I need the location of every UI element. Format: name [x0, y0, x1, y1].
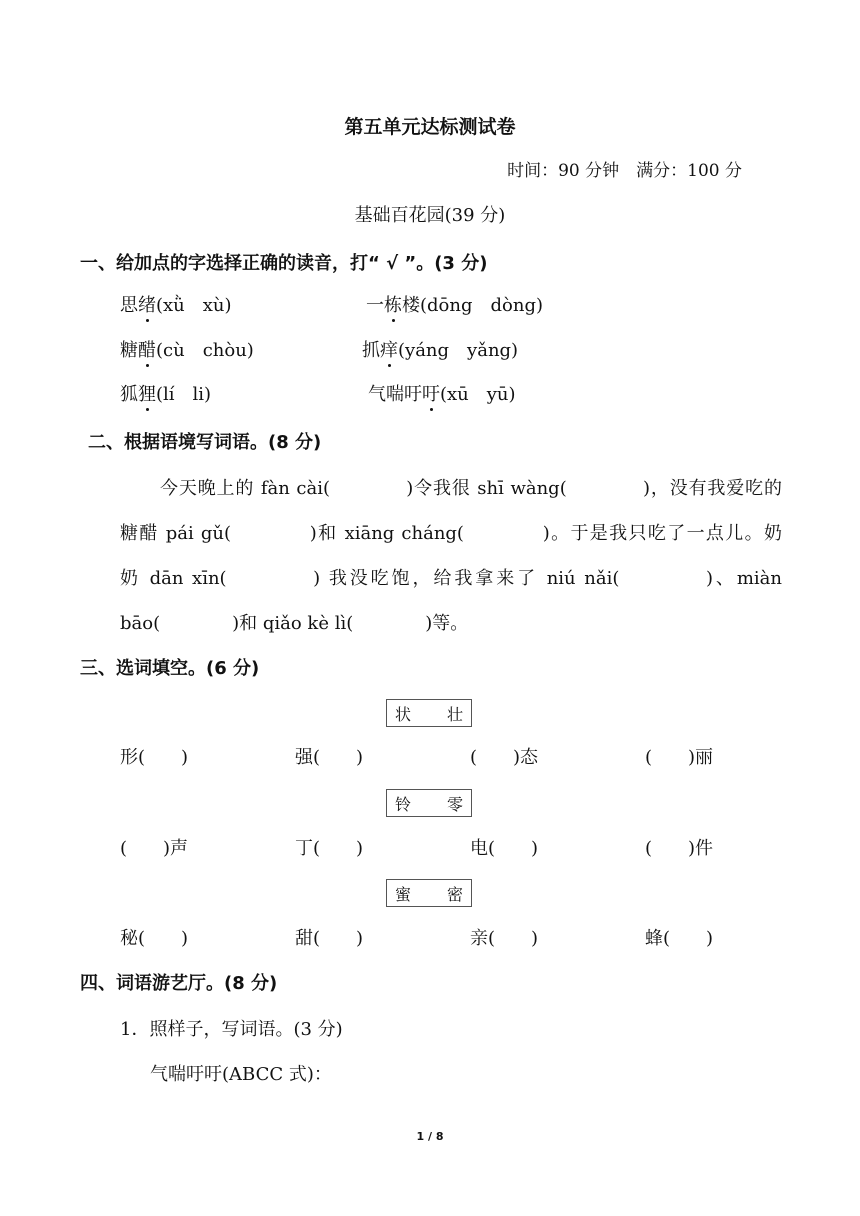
word-choice-box-2: 铃 零 [386, 789, 472, 817]
pinyin-item-1: 思绪(xǜ xù) [120, 295, 232, 316]
page-title: 第五单元达标测试卷 [344, 116, 516, 138]
word-choice-box-1: 状 壮 [386, 699, 472, 727]
passage-line-4: bāo( )和 qiǎo kè lì( )等。 [120, 613, 469, 634]
fill-item: 秘( ) [120, 928, 189, 949]
passage-line-2: 糖醋 pái gǔ( )和 xiāng cháng( )。于是我只吃了一点儿。奶 [120, 523, 782, 544]
fill-item: 电( ) [470, 838, 539, 859]
fill-item: 丁( ) [295, 838, 364, 859]
pinyin-item-4: 抓痒(yáng yǎng) [362, 340, 519, 361]
section-1-heading: 一、给加点的字选择正确的读音，打“ √ ”。(3 分) [80, 253, 488, 274]
passage-line-3: 奶 dān xīn( ) 我没吃饱，给我拿来了 niú nǎi( )、miàn [120, 568, 782, 589]
fill-item: 强( ) [295, 747, 364, 768]
fill-item: ( )丽 [645, 747, 714, 768]
word-choice-box-3: 蜜 密 [386, 879, 472, 907]
part-title: 基础百花园(39 分) [354, 205, 506, 226]
pinyin-item-5: 狐狸(lí li) [120, 384, 212, 405]
fill-item: ( )态 [470, 747, 539, 768]
pinyin-item-6: 气喘吁吁(xū yū) [368, 384, 516, 405]
fill-item: 甜( ) [295, 928, 364, 949]
fill-item: 蜂( ) [645, 928, 714, 949]
fill-item: ( )件 [645, 838, 714, 859]
passage-line-1: 今天晚上的 fàn cài( )令我很 shī wàng( )，没有我爱吃的 [160, 478, 782, 499]
section-3-heading: 三、选词填空。(6 分) [80, 658, 260, 679]
time-info: 时间：90 分钟 满分：100 分 [507, 161, 742, 181]
fill-item: ( )声 [120, 838, 189, 859]
example-label: 气喘吁吁(ABCC 式)： [150, 1064, 332, 1085]
pinyin-item-2: 一栋楼(dōng dòng) [366, 295, 543, 316]
fill-item: 亲( ) [470, 928, 539, 949]
section-4-heading: 四、词语游艺厅。(8 分) [80, 973, 278, 994]
subquestion-1: 1．照样子，写词语。(3 分) [120, 1019, 343, 1040]
pinyin-item-3: 糖醋(cù chòu) [120, 340, 254, 361]
section-2-heading: 二、根据语境写词语。(8 分) [88, 432, 322, 453]
page-number: 1 / 8 [416, 1130, 444, 1143]
fill-item: 形( ) [120, 747, 189, 768]
